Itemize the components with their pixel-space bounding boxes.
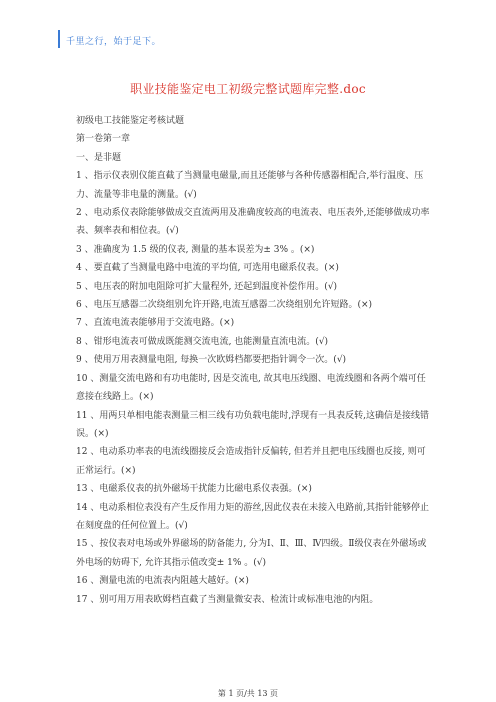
doc-line: 2 、电动系仪表除能够做成交直流两用及准确度较高的电流表、电压表外,还能够做成功率表、频率表和相位表。(√) [76, 208, 430, 237]
doc-line: 5 、电压表的附加电阻除可扩大量程外, 还起到温度补偿作用。(√) [76, 281, 338, 292]
doc-line: 16 、测量电流的电流表内阻越大越好。(×) [76, 576, 249, 587]
document-body [76, 112, 432, 609]
doc-line: 3 、准确度为 1.5 级的仪表, 测量的基本误差为± 3% 。(×) [76, 244, 315, 255]
doc-line: 一、是非题 [76, 152, 122, 163]
doc-line: 10 、测量交流电路和有功电能时, 因是交流电, 故其电压线圈、电流线圈和各两个端可任意接在线路上。(×) [76, 373, 426, 403]
header-slogan: 千里之行，始于足下。 [66, 37, 162, 47]
doc-line: 第一卷第一章 [76, 134, 131, 145]
doc-line: 14 、电动系相位表没有产生反作用力矩的游丝,因此仪表在未接入电路前,其指针能够停止在刻度盘的任何位置上。(√) [76, 502, 430, 531]
doc-line: 9 、使用万用表测量电阻, 每换一次欧姆档都要把指针调令一次。(√) [76, 355, 347, 366]
document-title: 职业技能鉴定电工初级完整试题库完整.doc [130, 82, 366, 96]
doc-line: 初级电工技能鉴定考核试题 [76, 116, 185, 126]
header-rule [58, 30, 60, 48]
doc-line: 8 、钳形电流表可做成既能测交流电流, 也能测量直流电流。(√) [76, 336, 329, 347]
doc-line: 11 、用两只单相电能表测量三相三线有功负载电能时,浮现有一具表反转,这确信是接线错误。(×) [76, 410, 430, 439]
doc-line: 15 、按仪表对电场或外界磁场的防备能力, 分为Ⅰ、Ⅱ、Ⅲ、Ⅳ四级。Ⅱ级仪表在外磁场或外电场的妨碍下, 允许其指示值改变± 1% 。(√) [76, 539, 427, 568]
doc-line: 4 、要直截了当测量电路中电流的平均值, 可选用电磁系仪表。(×) [76, 263, 339, 274]
doc-line: 13 、电磁系仪表的抗外磁场干扰能力比磁电系仪表强。(×) [76, 484, 312, 495]
doc-line: 12 、电动系功率表的电流线圈接反会造成指针反偏转, 但若并且把电压线圈也反接, 则可正常运行。(×) [76, 447, 426, 476]
page-footer: 第 1 页/共 13 页 [217, 689, 279, 698]
doc-line: 6 、电压互感器二次绕组别允许开路,电流互感器二次绕组别允许短路。(×) [76, 300, 373, 311]
doc-line: 17 、别可用万用表欧姆档直截了当测量微安表、检流计或标准电池的内阻。 [76, 594, 379, 605]
doc-line: 1 、指示仪表别仪能直截了当测量电磁量,而且还能够与各种传感器相配合,举行温度、压力、流量等非电量的测量。(√) [76, 171, 424, 200]
doc-line: 7 、直流电流表能够用于交流电路。(×) [76, 318, 235, 329]
